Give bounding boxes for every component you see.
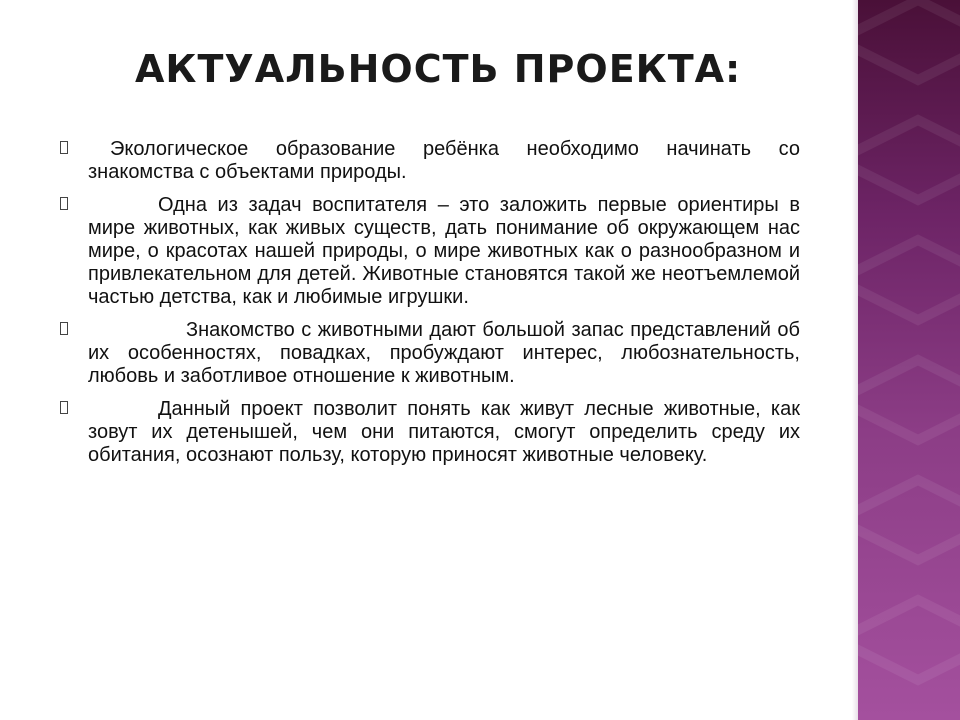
list-item (60, 398, 800, 467)
list-item-text: Экологическое образование ребёнка необходимо начинать со знакомства с объектами природы. (88, 138, 800, 183)
slide-title: АКТУАЛЬНОСТЬ ПРОЕКТА: (135, 47, 742, 91)
list-item (60, 138, 800, 184)
bullet-icon (60, 401, 68, 414)
list-item-text: Знакомство с животными дают большой запас представлений об их особенностях, повадках, пробуждают интерес, любознательность, любовь и заботливое отношение к животным. (88, 319, 800, 387)
bullet-icon (60, 322, 68, 335)
bullet-icon (60, 197, 68, 210)
list-item-text: Данный проект позволит понять как живут лесные животные, как зовут их детенышей, чем они питаются, смогут определить среду их обитания, осознают пользу, которую приносят животные человеку. (88, 398, 800, 466)
list-item (60, 319, 800, 388)
bullet-list (60, 138, 800, 477)
bullet-icon (60, 141, 68, 154)
panel-pattern (858, 0, 960, 720)
decorative-side-panel (858, 0, 960, 720)
list-item-text: Одна из задач воспитателя – это заложить первые ориентиры в мире животных, как живых существ, дать понимание об окружающем нас мире, о красотах нашей природы, о мире животных как о разнообразном и привлекательном для детей. Животные становятся такой же неотъемлемой частью детства, как и любимые игрушки. (88, 194, 800, 308)
list-item (60, 194, 800, 309)
